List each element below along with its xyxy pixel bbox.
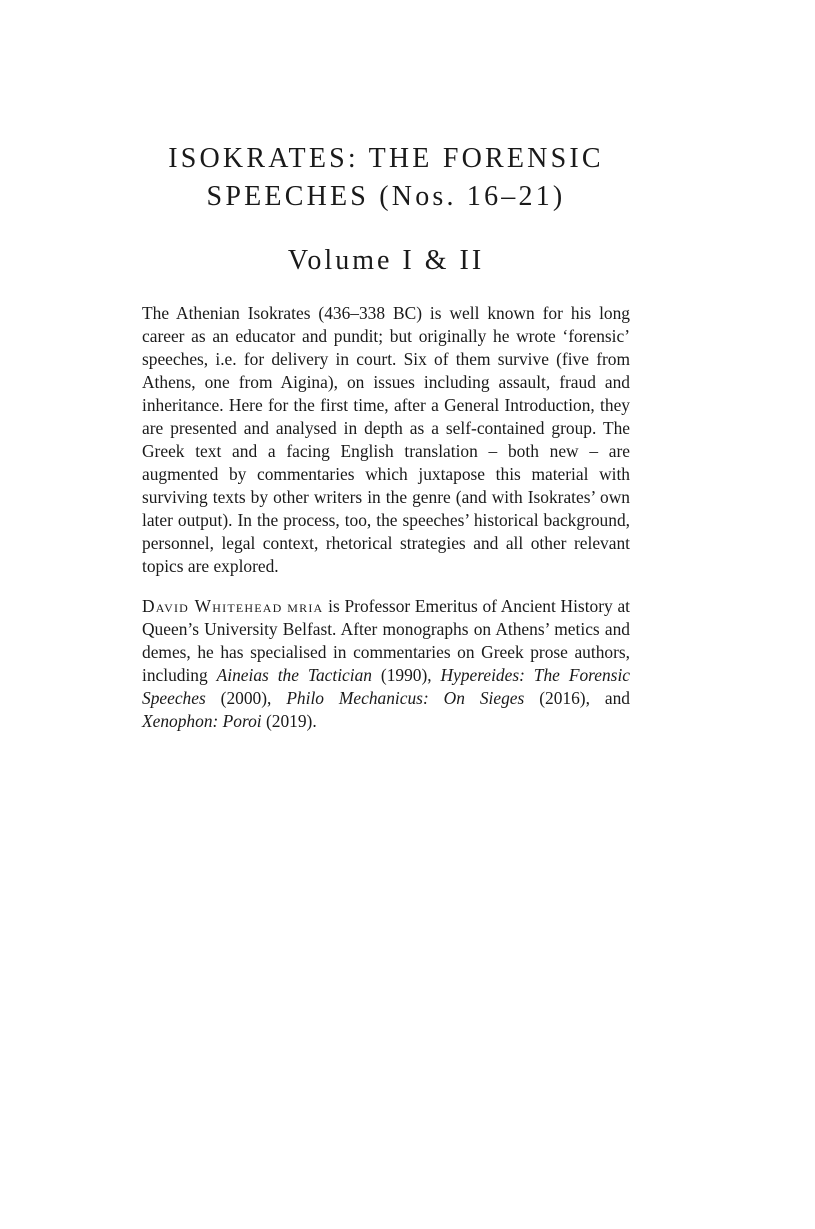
book-title-hypereides: Hypereides: The Forensic Speeches	[142, 665, 630, 708]
bio-text-1: is Professor Emeritus of Ancient History at Queen’s University Belfast. After monographs on Athens’ metics and demes, he has specialised in commentaries on Greek prose authors, including	[142, 596, 630, 685]
book-title-line-1: ISOKRATES: THE FORENSIC	[168, 143, 604, 174]
author-name: David Whitehead	[142, 596, 283, 616]
author-bio	[142, 595, 630, 733]
bio-text-3: (2000),	[205, 688, 287, 708]
bio-text-4: (2016), and	[524, 688, 630, 708]
book-title-xenophon: Xenophon: Poroi	[142, 711, 262, 731]
volume-subtitle: Volume I & II	[287, 245, 485, 276]
bio-text-2: (1990),	[371, 665, 441, 685]
book-description: The Athenian Isokrates (436–338 BC) is well known for his long career as an educator and pundit; but originally he wrote ‘forensic’ speeches, i.e. for delivery in court. Six of them survive (five from Athens, one from Aigina), on issues including assault, fraud and inheritance. Here for the first time, after a General Introduction, they are presented and analysed in depth as a self-contained group. The Greek text and a facing English translation – both new – are augmented by commentaries which juxtapose this material with surviving texts by other writers in the genre (and with Isokrates’ own later output). In the process, too, the speeches’ historical background, personnel, legal context, rhetorical strategies and all other relevant topics are explored.	[142, 303, 630, 576]
half-title-page	[142, 140, 630, 733]
book-title-philo: Philo Mechanicus: On Sieges	[286, 688, 525, 708]
author-honorific: mria	[287, 596, 324, 616]
book-title-line-2: SPEECHES (Nos. 16–21)	[206, 181, 566, 212]
bio-text-5: (2019).	[261, 711, 317, 731]
book-title-aineias: Aineias the Tactician	[216, 665, 372, 685]
book-title	[142, 140, 630, 216]
